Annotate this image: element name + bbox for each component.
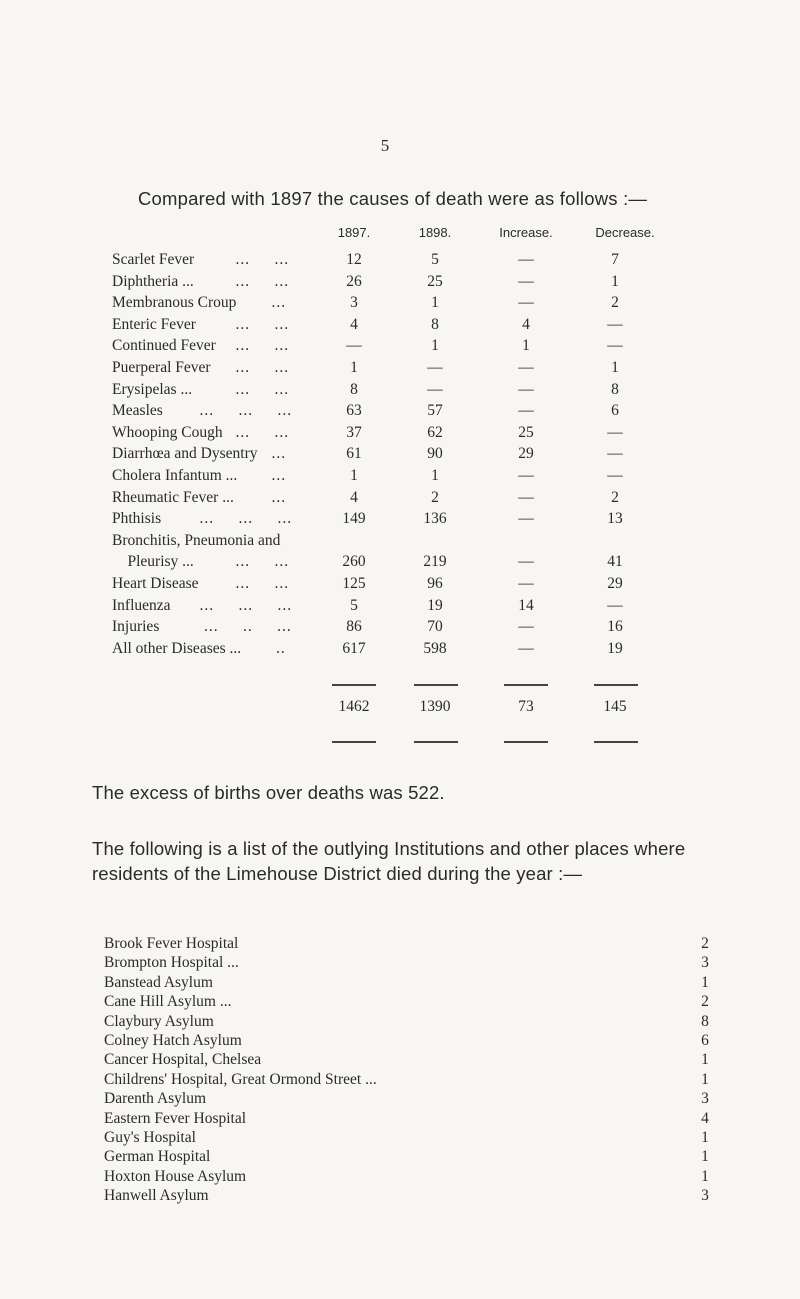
table-row: [0, 273, 800, 293]
row-value: 1: [611, 272, 619, 290]
row-value: 19: [427, 596, 443, 614]
institution-name: Cane Hill Asylum ...: [104, 993, 232, 1011]
row-label: Whooping Cough: [112, 423, 223, 441]
row-label: Phthisis: [112, 510, 162, 528]
row-value: 219: [423, 553, 447, 571]
excess-text: The excess of births over deaths was 522.: [92, 782, 445, 803]
row-value: 62: [427, 423, 443, 441]
institution-name: Brook Fever Hospital: [104, 935, 239, 952]
row-label: Membranous Croup: [112, 294, 237, 312]
row-value: —: [427, 380, 443, 398]
institution-count: 6: [701, 1032, 709, 1049]
list-item: [0, 1013, 800, 1033]
institution-name: Darenth Asylum: [104, 1090, 207, 1108]
row-value: 29: [607, 575, 623, 592]
row-label: Puerperal Fever: [112, 359, 211, 376]
institution-name: Colney Hatch Asylum: [104, 1032, 242, 1049]
row-label: Bronchitis, Pneumonia and: [112, 531, 281, 549]
institution-name: Banstead Asylum: [104, 973, 213, 991]
leader-dots: ...: [271, 445, 287, 463]
total-rule: [414, 741, 458, 743]
row-label: Diphtheria ...: [112, 272, 194, 290]
institution-count: 3: [701, 954, 709, 972]
row-value: 86: [346, 618, 362, 636]
leader-dots: ... ...: [235, 272, 290, 290]
row-label: Erysipelas ...: [112, 380, 193, 398]
total-rule: [594, 741, 638, 743]
table-row: [0, 316, 800, 336]
row-value: —: [518, 294, 534, 312]
total-rule: [504, 741, 548, 743]
row-label: Injuries: [112, 618, 160, 636]
total-1897: 1462: [338, 698, 370, 715]
institution-name: Hanwell Asylum: [104, 1187, 209, 1205]
table-row: [0, 467, 800, 487]
row-value: 5: [350, 596, 358, 614]
list-item: [0, 1071, 800, 1091]
list-item: [0, 935, 800, 955]
table-row: [0, 489, 800, 509]
leader-dots: ... ...: [235, 315, 290, 333]
leader-dots: ... ... ...: [199, 510, 293, 528]
row-value: —: [518, 510, 534, 528]
leader-dots: ...: [271, 467, 287, 484]
table-row: [0, 640, 800, 660]
row-label: Cholera Infantum ...: [112, 467, 238, 484]
leader-dots: ..: [276, 639, 286, 657]
row-label: Enteric Fever: [112, 315, 196, 333]
list-item: [0, 1168, 800, 1188]
list-item: [0, 1032, 800, 1052]
row-value: —: [518, 618, 534, 636]
institution-count: 1: [701, 973, 709, 991]
total-1898: 1390: [419, 698, 451, 715]
table-row: [0, 597, 800, 617]
table-row: [0, 445, 800, 465]
row-value: 5: [431, 251, 439, 268]
row-value: 4: [350, 488, 358, 506]
row-value: 37: [346, 423, 362, 441]
leader-dots: ... ...: [235, 423, 290, 441]
row-label: All other Diseases ...: [112, 639, 242, 657]
totals-row: [0, 698, 800, 718]
row-value: 125: [342, 575, 366, 592]
row-value: 1: [431, 467, 439, 484]
row-value: —: [518, 639, 534, 657]
row-value: 2: [611, 488, 619, 506]
sum-rule: [414, 684, 458, 686]
row-value: 13: [607, 510, 623, 528]
row-value: 57: [427, 402, 443, 420]
institution-name: Cancer Hospital, Chelsea: [104, 1051, 262, 1069]
row-value: —: [427, 359, 443, 376]
table-row: [0, 510, 800, 530]
row-value: —: [607, 596, 623, 614]
header-increase: Increase.: [499, 225, 553, 240]
list-item: [0, 954, 800, 974]
table-row: [0, 618, 800, 638]
row-value: 1: [611, 359, 619, 376]
header-1897: 1897.: [337, 225, 371, 240]
institution-count: 2: [701, 993, 709, 1011]
table-row: [0, 532, 800, 552]
institution-name: Childrens' Hospital, Great Ormond Street ...: [104, 1070, 377, 1088]
row-value: 1: [522, 337, 530, 355]
row-value: 1: [431, 337, 439, 355]
institution-name: Eastern Fever Hospital: [104, 1109, 247, 1127]
list-item: [0, 1148, 800, 1168]
row-value: 19: [607, 639, 623, 657]
row-value: —: [518, 359, 534, 376]
row-value: —: [518, 251, 534, 268]
row-value: 25: [427, 272, 443, 290]
institution-name: Guy's Hospital: [104, 1129, 196, 1146]
row-value: 16: [607, 618, 623, 636]
header-1898: 1898.: [418, 225, 452, 240]
row-value: 1: [350, 467, 358, 484]
table-row: [0, 553, 800, 573]
row-value: 41: [607, 553, 623, 571]
institution-count: 3: [701, 1090, 709, 1108]
row-value: —: [518, 272, 534, 290]
row-value: 6: [611, 402, 619, 420]
row-value: 61: [346, 445, 362, 463]
header-decrease: Decrease.: [595, 225, 655, 240]
row-label: Pleurisy ...: [112, 553, 194, 571]
leader-dots: ...: [271, 294, 287, 312]
row-value: 1: [431, 294, 439, 312]
leader-dots: ... ... ...: [199, 402, 293, 420]
leader-dots: ... ...: [235, 575, 290, 592]
row-value: 2: [611, 294, 619, 312]
row-value: 4: [350, 315, 358, 333]
table-row: [0, 575, 800, 595]
row-value: 8: [350, 380, 358, 398]
row-value: 96: [427, 575, 443, 592]
intro-text: Compared with 1897 the causes of death were as follows :—: [138, 188, 648, 209]
row-value: 29: [518, 445, 534, 463]
leader-dots: ... .. ...: [204, 618, 292, 636]
list-item: [0, 993, 800, 1013]
row-value: —: [607, 315, 623, 333]
leader-dots: ...: [271, 488, 287, 506]
sum-rule: [332, 684, 376, 686]
row-value: 12: [346, 251, 362, 268]
row-label: Continued Fever: [112, 337, 216, 355]
row-value: 3: [350, 294, 358, 312]
institution-count: 8: [701, 1012, 709, 1030]
row-value: 149: [342, 510, 366, 528]
leader-dots: ... ...: [235, 553, 290, 571]
row-value: 26: [346, 272, 362, 290]
leader-dots: ... ...: [235, 359, 290, 376]
row-label: Heart Disease: [112, 575, 199, 592]
page-number: 5: [380, 136, 390, 155]
table-row: [0, 337, 800, 357]
list-item: [0, 1187, 800, 1207]
row-value: 598: [423, 639, 447, 657]
row-value: 63: [346, 402, 362, 420]
row-label: Rheumatic Fever ...: [112, 488, 234, 506]
row-value: —: [607, 445, 623, 463]
list-item: [0, 974, 800, 994]
leader-dots: ... ...: [235, 337, 290, 355]
table-row: [0, 294, 800, 314]
list-item: [0, 1129, 800, 1149]
institution-name: Hoxton House Asylum: [104, 1167, 247, 1185]
table-row: [0, 424, 800, 444]
sum-rule: [594, 684, 638, 686]
list-item: [0, 1051, 800, 1071]
table-row: [0, 251, 800, 271]
institution-count: 3: [701, 1187, 709, 1205]
row-value: 1: [350, 359, 358, 376]
row-value: —: [346, 337, 362, 355]
row-value: —: [518, 467, 534, 484]
row-label: Measles: [112, 402, 163, 420]
row-value: 25: [518, 423, 534, 441]
row-value: 4: [522, 315, 530, 333]
institution-count: 1: [701, 1167, 709, 1185]
institution-count: 1: [701, 1148, 709, 1166]
row-value: 90: [427, 445, 443, 463]
row-label: Diarrhœa and Dysentry: [112, 445, 258, 463]
row-value: —: [607, 337, 623, 355]
institution-name: Brompton Hospital ...: [104, 954, 239, 972]
row-value: 70: [427, 618, 443, 636]
total-decrease: 145: [603, 698, 627, 715]
row-value: 8: [431, 315, 439, 333]
table-row: [0, 359, 800, 379]
institution-name: Claybury Asylum: [104, 1012, 214, 1030]
row-value: —: [518, 380, 534, 398]
institution-count: 1: [701, 1051, 709, 1069]
row-value: —: [607, 467, 623, 484]
leader-dots: ... ...: [235, 380, 290, 398]
total-increase: 73: [518, 698, 534, 715]
institution-count: 4: [701, 1109, 709, 1127]
row-value: 136: [423, 510, 447, 528]
leader-dots: ... ...: [235, 251, 290, 268]
row-value: —: [518, 553, 534, 571]
row-value: 2: [431, 488, 439, 506]
row-value: —: [518, 402, 534, 420]
row-value: 7: [611, 251, 619, 268]
list-intro: The following is a list of the outlying Institutions and other places where residents of the Limehouse District died during the year :—: [92, 838, 686, 884]
list-item: [0, 1090, 800, 1110]
leader-dots: ... ... ...: [199, 596, 293, 614]
sum-rule: [504, 684, 548, 686]
table-row: [0, 402, 800, 422]
row-value: 617: [342, 639, 366, 657]
institution-count: 1: [701, 1129, 709, 1146]
institution-count: 2: [701, 935, 709, 952]
row-label: Influenza: [112, 596, 171, 614]
total-rule: [332, 741, 376, 743]
row-label: Scarlet Fever: [112, 251, 195, 268]
table-row: [0, 381, 800, 401]
institution-name: German Hospital: [104, 1148, 211, 1166]
row-value: 260: [342, 553, 366, 571]
row-value: —: [607, 423, 623, 441]
list-item: [0, 1110, 800, 1130]
row-value: 14: [518, 596, 534, 614]
institution-count: 1: [701, 1070, 709, 1088]
row-value: —: [518, 488, 534, 506]
row-value: —: [518, 575, 534, 592]
row-value: 8: [611, 380, 619, 398]
